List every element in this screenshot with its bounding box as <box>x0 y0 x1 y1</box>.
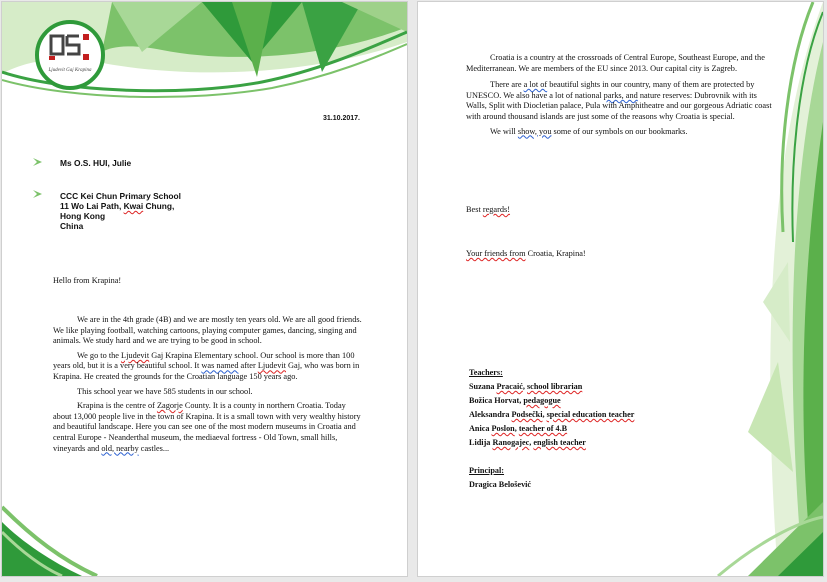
address-line: China <box>60 221 84 231</box>
paragraph-croatia: Croatia is a country at the crossroads of Central Europe, Southeast Europe, and the Mediterranean. We are members of the EU since 2013. Our capital city is Zagreb. <box>466 53 765 73</box>
recipient-address <box>60 191 181 231</box>
chevron-right-icon <box>32 188 44 200</box>
letter-body-page-2 <box>466 53 776 137</box>
letter-body-page-1 <box>53 315 363 454</box>
school-crest-icon <box>47 32 93 66</box>
logo-text: Ljudevit Gaj Krapina <box>48 68 92 73</box>
paragraph-sights: There are a lot of beautiful sights in our country, many of them are protected by UNESCO. We also have a lot of national parks, and nature reserves: Dubrovnik with its Walls, Split with Diocletian palace, Pula with Amphitheatre and our gorgeous Adriatic coast with around thousand islands are just some of the reasons why Croatia is special. <box>466 80 772 121</box>
closing-regards: Best regards! <box>466 205 511 214</box>
letter-page-1 <box>2 2 407 576</box>
letter-date: 31.10.2017. <box>323 115 360 122</box>
paragraph-bookmarks: We will show, you some of our symbols on our bookmarks. <box>490 126 688 136</box>
address-line: CCC Kei Chun Primary School <box>60 191 181 201</box>
paragraph-students: This school year we have 585 students in our school. <box>77 386 253 396</box>
teachers-heading: Teachers: <box>469 368 503 377</box>
paragraph-krapina: Krapina is the centre of Zagorje County. It is a county in northern Croatia. Today about 13,000 people live in the town of Krapina. It is a small town with very wealthy history and beautiful landscape. Here you can see one of the most modern museums in Croatia and central Europe - Neanderthal museum, the mediaeval fortress - Old Town, small hills, vineyards and old, nearby castles... <box>53 401 361 453</box>
chevron-right-icon <box>32 156 44 168</box>
teacher-name: Anica Poslon, teacher of 4.B <box>469 424 568 433</box>
closing-friends: Your friends from Croatia, Krapina! <box>466 249 586 258</box>
teacher-name: Lidija Ranogajec, english teacher <box>469 438 586 447</box>
principal-heading: Principal: <box>469 466 505 475</box>
teacher-name: Aleksandra Podsečki, special education teacher <box>469 410 635 419</box>
address-line: Hong Kong <box>60 211 106 221</box>
paragraph-school: We go to the Ljudevit Gaj Krapina Elementary school. Our school is more than 100 years old, but it is a very beautiful school. It was named after Ljudevit Gaj, who was born in Krapina. He created the grounds for the Croatian language 150 years ago. <box>53 350 360 381</box>
school-logo <box>35 20 105 90</box>
paragraph-class: We are in the 4th grade (4B) and we are mostly ten years old. We are all good friends. We like playing football, watching cartoons, playing computer games, dancing, singing and animals. We study hard and we are trying to be good in school. <box>53 315 362 346</box>
letter-page-2 <box>418 2 823 576</box>
address-line: 11 Wo Lai Path, Kwai Chung, <box>60 201 175 211</box>
teacher-name: Božica Horvat, pedagogue <box>469 396 561 405</box>
greeting: Hello from Krapina! <box>53 276 122 285</box>
recipient-name: Ms O.S. HUI, Julie <box>60 158 132 168</box>
principal-name: Dragica Belošević <box>469 480 532 489</box>
signatories <box>469 366 634 492</box>
teacher-name: Suzana Pracaić, school librarian <box>469 382 583 391</box>
